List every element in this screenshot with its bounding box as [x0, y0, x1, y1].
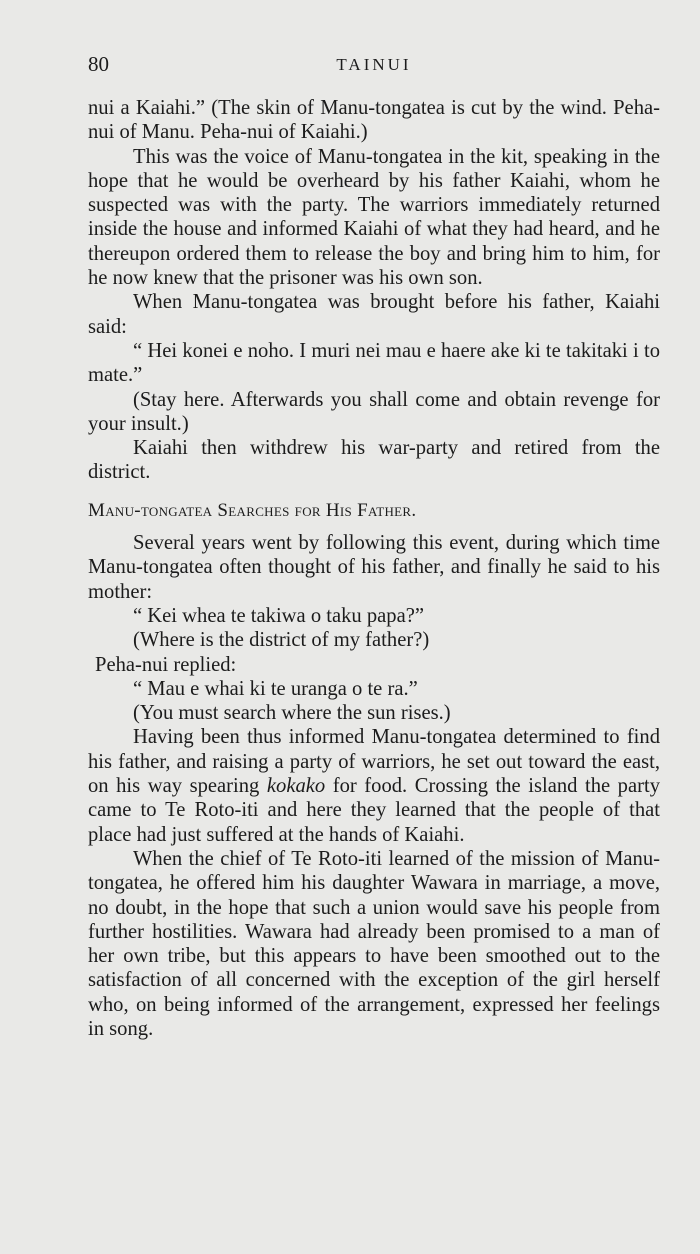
paragraph: When Manu-tongatea was brought before his father, Kaiahi said:: [88, 291, 660, 338]
maori-quote: “ Hei konei e noho. I muri nei mau e haere ake ki te takitaki i to mate.”: [88, 339, 660, 387]
translation: (You must search where the sun rises.): [133, 702, 451, 725]
maori-quote: “ Mau e whai ki te uranga o te ra.”: [133, 677, 418, 700]
page-number: 80: [88, 52, 109, 76]
maori-quote: “ Kei whea te takiwa o taku papa?”: [133, 604, 425, 627]
paragraph: nui a Kaiahi.” (The skin of Manu-tongatea is cut by the wind. Peha-nui of Manu. Peha-nui of Kaiahi.): [88, 97, 660, 144]
page-body: [88, 96, 660, 1041]
paragraph: This was the voice of Manu-tongatea in the kit, speaking in the hope that he would be overheard by his father Kaiahi, whom he suspected was with the party. The warriors immediately returned inside the house and informed Kaiahi of what they had heard, and he thereupon ordered them to release the boy and bring him to him, for he now knew that the prisoner was his own son.: [88, 145, 660, 290]
italic-term: kokako: [266, 775, 326, 798]
page-header: [88, 52, 660, 80]
paragraph-text: for food. Crossing the island the party came to Te Roto-iti and here they learned that the people of that place had just suffered at the hands of Kaiahi.: [88, 775, 660, 846]
translation: (Where is the district of my father?): [133, 629, 430, 652]
paragraph: When the chief of Te Roto-iti learned of the mission of Manu-tongatea, he offered him his daughter Wawara in marriage, a move, no doubt, in the hope that such a union would save his people from further hostilities. Wawara had already been promised to a man of her own tribe, but this appears to have been smoothed out to the satisfaction of all concerned with the exception of the girl herself who, on being informed of the arrangement, expressed her feelings in song.: [88, 847, 660, 1040]
paragraph: Kaiahi then withdrew his war-party and retired from the district.: [88, 437, 660, 484]
running-title: TAINUI: [336, 55, 412, 74]
section-heading: Manu-tongatea Searches for His Father.: [88, 499, 417, 521]
paragraph: [88, 725, 660, 846]
paragraph: Peha-nui replied:: [95, 653, 237, 676]
translation: (Stay here. Afterwards you shall come and obtain revenge for your insult.): [88, 388, 660, 435]
paragraph-text: Having been thus informed Manu-tongatea determined to find his father, and raising a party of warriors, he set out toward the east, on his way spearing: [88, 726, 660, 798]
paragraph: Several years went by following this event, during which time Manu-tongatea often thought of his father, and finally he said to his mother:: [88, 532, 660, 603]
